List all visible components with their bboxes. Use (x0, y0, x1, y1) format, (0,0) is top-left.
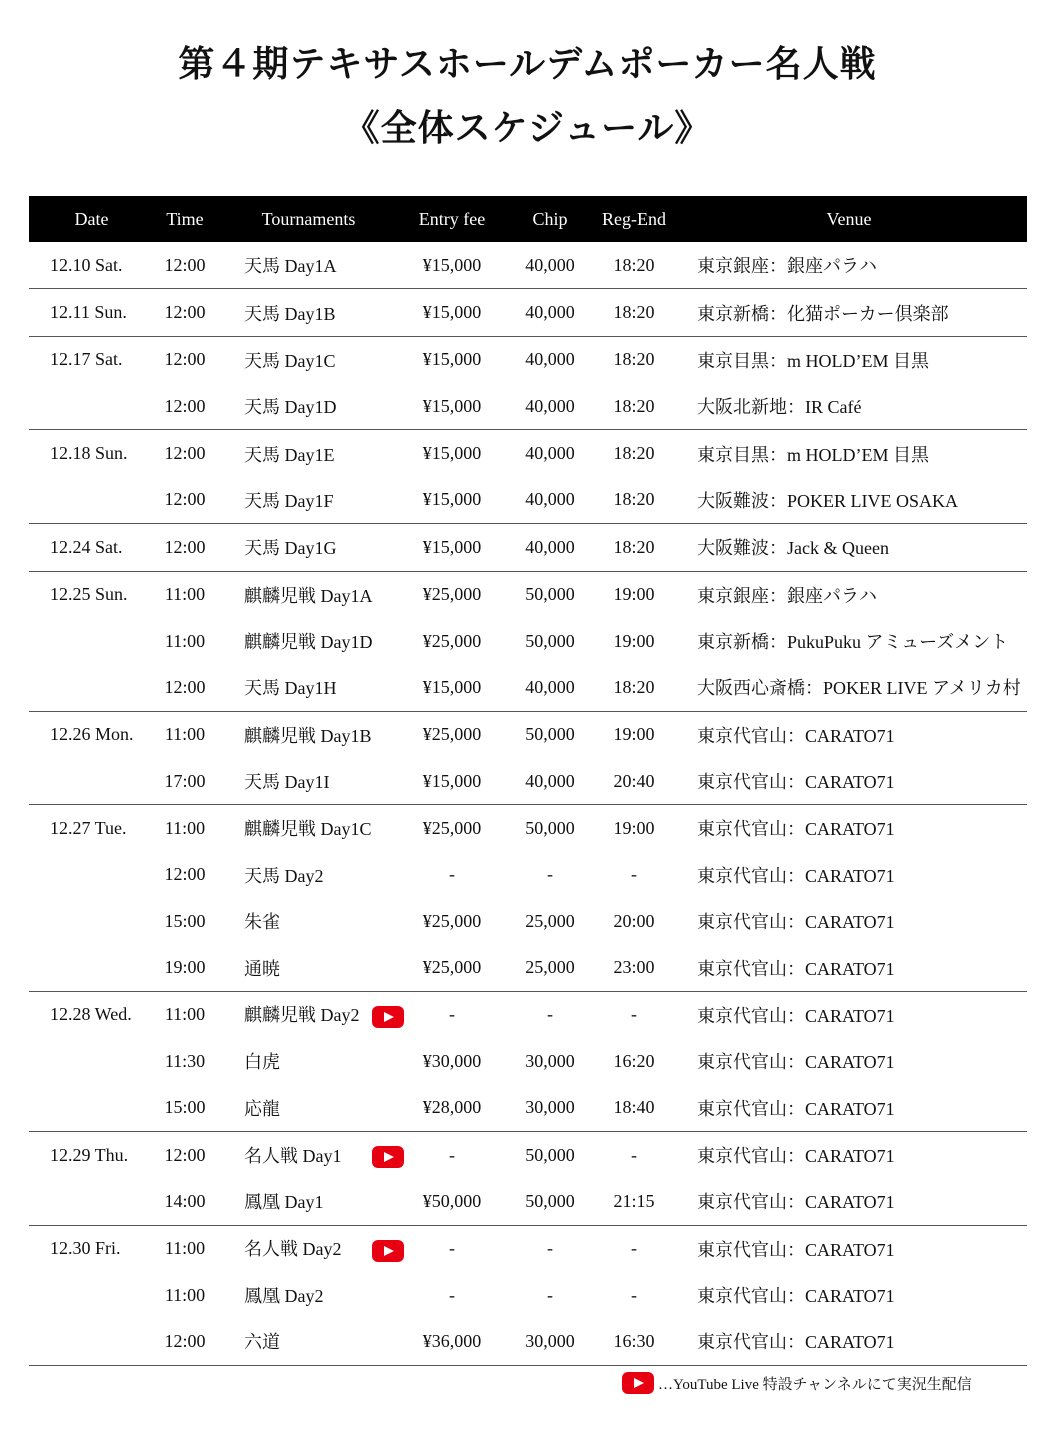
tournament-name: 天馬 Day2 (244, 865, 324, 886)
cell-entry-fee: ¥25,000 (422, 910, 482, 931)
tournament-name: 麒麟児戦 Day2 (244, 1005, 360, 1026)
cell-venue: 東京銀座：銀座パラハ (697, 585, 877, 606)
tournament-name: 天馬 Day1E (244, 444, 335, 465)
cell-chip: 30,000 (503, 1084, 597, 1131)
youtube-live-icon (622, 1372, 654, 1394)
cell-tournament (216, 1225, 401, 1272)
cell-entry-fee: ¥25,000 (422, 817, 482, 838)
cell-tournament (216, 852, 401, 898)
table-header-row (29, 196, 1027, 242)
cell-venue: 東京目黒：m HOLD’EM 目黒 (697, 350, 929, 371)
cell-date (29, 758, 154, 805)
cell-chip: 40,000 (503, 289, 597, 336)
cell-venue: 東京代官山：CARATO71 (697, 1239, 895, 1260)
cell-venue: 東京代官山：CARATO71 (671, 944, 1027, 991)
tournament-name: 天馬 Day1F (244, 490, 334, 511)
cell-venue: 東京新橋：化猫ポーカー倶楽部 (671, 289, 1027, 336)
cell-entry-fee: - (449, 1144, 455, 1165)
table-row (29, 1318, 1027, 1365)
header-time: Time (166, 208, 204, 229)
cell-entry-fee: ¥15,000 (401, 289, 503, 336)
cell-reg-end: 20:00 (613, 910, 655, 931)
cell-reg-end: 19:00 (613, 817, 655, 838)
cell-venue: 東京代官山：CARATO71 (697, 1005, 895, 1026)
cell-tournament (216, 336, 401, 383)
cell-date: 12.10 Sat. (29, 242, 154, 289)
cell-venue: 東京銀座：銀座パラハ (671, 242, 1027, 289)
tournament-name: 天馬 Day1A (244, 256, 337, 277)
cell-time: 15:00 (164, 910, 206, 931)
youtube-live-icon (372, 1146, 404, 1168)
table-row (29, 383, 1027, 430)
cell-reg-end: 16:30 (597, 1318, 671, 1365)
cell-venue: 東京新橋：PukuPuku アミューズメント (697, 632, 1009, 653)
cell-reg-end: - (631, 1238, 637, 1259)
cell-time: 12:00 (154, 289, 216, 336)
header-reg-end: Reg-End (602, 208, 666, 229)
cell-chip: 50,000 (525, 630, 575, 651)
cell-entry-fee: ¥15,000 (422, 349, 482, 370)
cell-time: 11:00 (164, 724, 206, 745)
cell-entry-fee: ¥15,000 (401, 242, 503, 289)
cell-chip: 40,000 (525, 443, 575, 464)
cell-reg-end: 16:20 (613, 1050, 655, 1071)
cell-reg-end: 19:00 (613, 724, 655, 745)
cell-chip: - (547, 1004, 553, 1025)
cell-tournament (216, 991, 401, 1038)
cell-date (29, 618, 154, 664)
schedule-table (29, 196, 1027, 1366)
header-chip: Chip (532, 208, 568, 229)
cell-tournament (216, 1038, 401, 1084)
cell-chip: 25,000 (525, 910, 575, 931)
cell-chip: 40,000 (503, 664, 597, 711)
cell-entry-fee: - (449, 864, 455, 885)
cell-venue: 東京目黒：m HOLD’EM 目黒 (697, 444, 929, 465)
cell-tournament (216, 1178, 401, 1225)
cell-chip: 40,000 (503, 477, 597, 524)
cell-reg-end: 18:20 (597, 289, 671, 336)
cell-date: 12.28 Wed. (50, 1004, 132, 1025)
cell-date: 12.18 Sun. (50, 443, 128, 464)
cell-tournament (216, 944, 401, 991)
cell-tournament (216, 242, 401, 289)
cell-entry-fee: ¥36,000 (401, 1318, 503, 1365)
cell-tournament (216, 1272, 401, 1318)
cell-chip: 50,000 (525, 817, 575, 838)
table-row (29, 758, 1027, 805)
cell-time: 12:00 (164, 349, 206, 370)
cell-entry-fee: ¥15,000 (401, 383, 503, 430)
cell-time: 12:00 (154, 664, 216, 711)
cell-reg-end: 18:20 (597, 242, 671, 289)
tournament-name: 鳳凰 Day2 (244, 1286, 324, 1307)
cell-entry-fee: ¥25,000 (422, 724, 482, 745)
cell-chip: 30,000 (503, 1318, 597, 1365)
cell-tournament (216, 618, 401, 664)
cell-date: 12.29 Thu. (50, 1144, 129, 1165)
cell-date (29, 664, 154, 711)
cell-entry-fee: ¥25,000 (401, 944, 503, 991)
cell-chip: 50,000 (525, 1144, 575, 1165)
tournament-name: 天馬 Day1I (244, 772, 330, 793)
tournament-name: 天馬 Day1D (244, 397, 337, 418)
cell-reg-end: - (631, 1144, 637, 1165)
cell-entry-fee: - (449, 1004, 455, 1025)
cell-time: 14:00 (154, 1178, 216, 1225)
cell-tournament (216, 477, 401, 524)
tournament-name: 麒麟児戦 Day1B (244, 725, 372, 746)
cell-reg-end: 18:20 (597, 383, 671, 430)
cell-entry-fee: - (449, 1284, 455, 1305)
table-row (29, 430, 1027, 477)
table-row (29, 1038, 1027, 1084)
cell-entry-fee: ¥28,000 (401, 1084, 503, 1131)
table-row (29, 944, 1027, 991)
cell-tournament (216, 711, 401, 758)
cell-chip: 50,000 (525, 584, 575, 605)
cell-venue: 大阪西心斎橋：POKER LIVE アメリカ村 (671, 664, 1027, 711)
cell-date (29, 1178, 154, 1225)
table-row (29, 571, 1027, 618)
cell-entry-fee: ¥15,000 (401, 477, 503, 524)
tournament-name: 天馬 Day1G (244, 538, 337, 559)
cell-date (29, 1318, 154, 1365)
cell-time: 12:00 (154, 242, 216, 289)
cell-venue: 大阪難波：Jack & Queen (671, 524, 1027, 571)
cell-venue: 東京代官山：CARATO71 (697, 865, 895, 886)
cell-reg-end: 18:20 (613, 443, 655, 464)
cell-venue: 東京代官山：CARATO71 (671, 758, 1027, 805)
cell-tournament (216, 383, 401, 430)
cell-time: 11:00 (164, 630, 206, 651)
table-row (29, 1131, 1027, 1178)
cell-entry-fee: ¥30,000 (422, 1050, 482, 1071)
cell-chip: 25,000 (503, 944, 597, 991)
table-row (29, 1225, 1027, 1272)
cell-entry-fee: ¥50,000 (401, 1178, 503, 1225)
page-title: 第４期テキサスホールデムポーカー名人戦 (178, 43, 877, 85)
cell-time: 12:00 (164, 864, 206, 885)
legend-text: …YouTube Live 特設チャンネルにて実況生配信 (658, 1376, 972, 1393)
cell-date (29, 477, 154, 524)
cell-date (29, 898, 154, 944)
cell-time: 11:30 (164, 1050, 206, 1071)
tournament-name: 名人戦 Day1 (244, 1145, 342, 1166)
cell-entry-fee: - (449, 1238, 455, 1259)
header-entry-fee: Entry fee (418, 208, 486, 229)
cell-time: 12:00 (154, 383, 216, 430)
cell-reg-end: 21:15 (597, 1178, 671, 1225)
table-row (29, 336, 1027, 383)
table-row (29, 289, 1027, 336)
table-row (29, 242, 1027, 289)
cell-date: 12.17 Sat. (50, 349, 123, 370)
header-tournaments: Tournaments (261, 208, 356, 229)
cell-date: 12.25 Sun. (50, 584, 128, 605)
cell-venue: 大阪北新地：IR Café (671, 383, 1027, 430)
cell-venue: 東京代官山：CARATO71 (697, 1286, 895, 1307)
cell-date (29, 852, 154, 898)
cell-tournament (216, 430, 401, 477)
cell-chip: - (547, 864, 553, 885)
cell-entry-fee: ¥15,000 (401, 664, 503, 711)
cell-venue: 東京代官山：CARATO71 (671, 1084, 1027, 1131)
tournament-name: 天馬 Day1H (244, 678, 337, 699)
cell-date (29, 1038, 154, 1084)
table-row (29, 664, 1027, 711)
cell-date (29, 944, 154, 991)
cell-venue: 東京代官山：CARATO71 (697, 1146, 895, 1166)
cell-date (29, 383, 154, 430)
cell-date: 12.27 Tue. (50, 817, 127, 838)
header-venue: Venue (826, 208, 872, 229)
cell-date (29, 1272, 154, 1318)
cell-chip: 30,000 (525, 1050, 575, 1071)
legend (622, 1372, 972, 1394)
cell-venue: 大阪難波：POKER LIVE OSAKA (671, 477, 1027, 524)
cell-venue: 東京代官山：CARATO71 (671, 1178, 1027, 1225)
youtube-live-icon (372, 1006, 404, 1028)
cell-entry-fee: ¥25,000 (422, 630, 482, 651)
cell-reg-end: 23:00 (597, 944, 671, 991)
tournament-name: 六道 (244, 1332, 280, 1353)
cell-date: 12.11 Sun. (29, 289, 154, 336)
cell-reg-end: 18:20 (597, 664, 671, 711)
cell-date: 12.26 Mon. (50, 724, 134, 745)
header-date: Date (74, 208, 109, 229)
cell-reg-end: - (631, 1284, 637, 1305)
cell-venue: 東京代官山：CARATO71 (697, 912, 895, 933)
tournament-name: 朱雀 (244, 912, 280, 933)
cell-reg-end: 19:00 (613, 584, 655, 605)
tournament-name: 麒麟児戦 Day1D (244, 632, 373, 653)
youtube-live-icon (372, 1240, 404, 1262)
cell-reg-end: 18:20 (597, 524, 671, 571)
cell-venue: 東京代官山：CARATO71 (697, 1052, 895, 1073)
cell-reg-end: - (631, 1004, 637, 1025)
table-row (29, 1084, 1027, 1131)
cell-tournament (216, 1131, 401, 1178)
page-subtitle: 《全体スケジュール》 (343, 107, 712, 149)
cell-chip: - (547, 1238, 553, 1259)
table-row (29, 852, 1027, 898)
cell-time: 19:00 (154, 944, 216, 991)
cell-tournament (216, 805, 401, 852)
cell-entry-fee: ¥15,000 (422, 443, 482, 464)
cell-reg-end: 18:20 (613, 349, 655, 370)
cell-reg-end: 20:40 (597, 758, 671, 805)
cell-tournament (216, 758, 401, 805)
cell-tournament (216, 664, 401, 711)
cell-time: 12:00 (164, 443, 206, 464)
tournament-name: 名人戦 Day2 (244, 1239, 342, 1260)
tournament-name: 応龍 (244, 1098, 280, 1119)
cell-chip: 40,000 (503, 242, 597, 289)
cell-reg-end: 19:00 (613, 630, 655, 651)
cell-venue: 東京代官山：CARATO71 (671, 1318, 1027, 1365)
tournament-name: 鳳凰 Day1 (244, 1192, 324, 1213)
cell-date: 12.24 Sat. (29, 524, 154, 571)
cell-time: 11:00 (164, 1004, 206, 1025)
table-row (29, 711, 1027, 758)
cell-chip: 40,000 (503, 524, 597, 571)
cell-tournament (216, 524, 401, 571)
tournament-name: 天馬 Day1B (244, 303, 336, 324)
cell-time: 11:00 (164, 1284, 206, 1305)
cell-entry-fee: ¥25,000 (422, 584, 482, 605)
cell-entry-fee: ¥15,000 (401, 524, 503, 571)
tournament-name: 通暁 (244, 958, 280, 979)
cell-tournament (216, 571, 401, 618)
table-row (29, 1272, 1027, 1318)
table-row (29, 524, 1027, 571)
tournament-name: 白虎 (244, 1052, 280, 1073)
table-row (29, 805, 1027, 852)
cell-tournament (216, 289, 401, 336)
cell-time: 15:00 (154, 1084, 216, 1131)
cell-reg-end: 18:20 (597, 477, 671, 524)
cell-tournament (216, 898, 401, 944)
cell-time: 11:00 (164, 584, 206, 605)
table-row (29, 477, 1027, 524)
cell-tournament (216, 1084, 401, 1131)
cell-time: 17:00 (154, 758, 216, 805)
cell-tournament (216, 1318, 401, 1365)
schedule-body (29, 242, 1027, 1365)
table-row (29, 898, 1027, 944)
cell-chip: 50,000 (525, 724, 575, 745)
cell-chip: 50,000 (503, 1178, 597, 1225)
cell-reg-end: 18:40 (597, 1084, 671, 1131)
cell-chip: 40,000 (503, 758, 597, 805)
cell-entry-fee: ¥15,000 (401, 758, 503, 805)
cell-time: 12:00 (154, 1318, 216, 1365)
tournament-name: 麒麟児戦 Day1A (244, 585, 373, 606)
cell-chip: 40,000 (503, 383, 597, 430)
table-row (29, 618, 1027, 664)
tournament-name: 麒麟児戦 Day1C (244, 819, 372, 840)
cell-time: 12:00 (154, 477, 216, 524)
table-row (29, 1178, 1027, 1225)
cell-time: 12:00 (154, 524, 216, 571)
cell-time: 12:00 (164, 1144, 206, 1165)
tournament-name: 天馬 Day1C (244, 350, 336, 371)
table-row (29, 991, 1027, 1038)
cell-chip: - (547, 1284, 553, 1305)
cell-chip: 40,000 (525, 349, 575, 370)
cell-venue: 東京代官山：CARATO71 (697, 819, 895, 840)
cell-venue: 東京代官山：CARATO71 (697, 725, 895, 746)
cell-date: 12.30 Fri. (50, 1238, 121, 1259)
cell-date (29, 1084, 154, 1131)
cell-time: 11:00 (164, 817, 206, 838)
cell-time: 11:00 (164, 1238, 206, 1259)
cell-reg-end: - (631, 864, 637, 885)
